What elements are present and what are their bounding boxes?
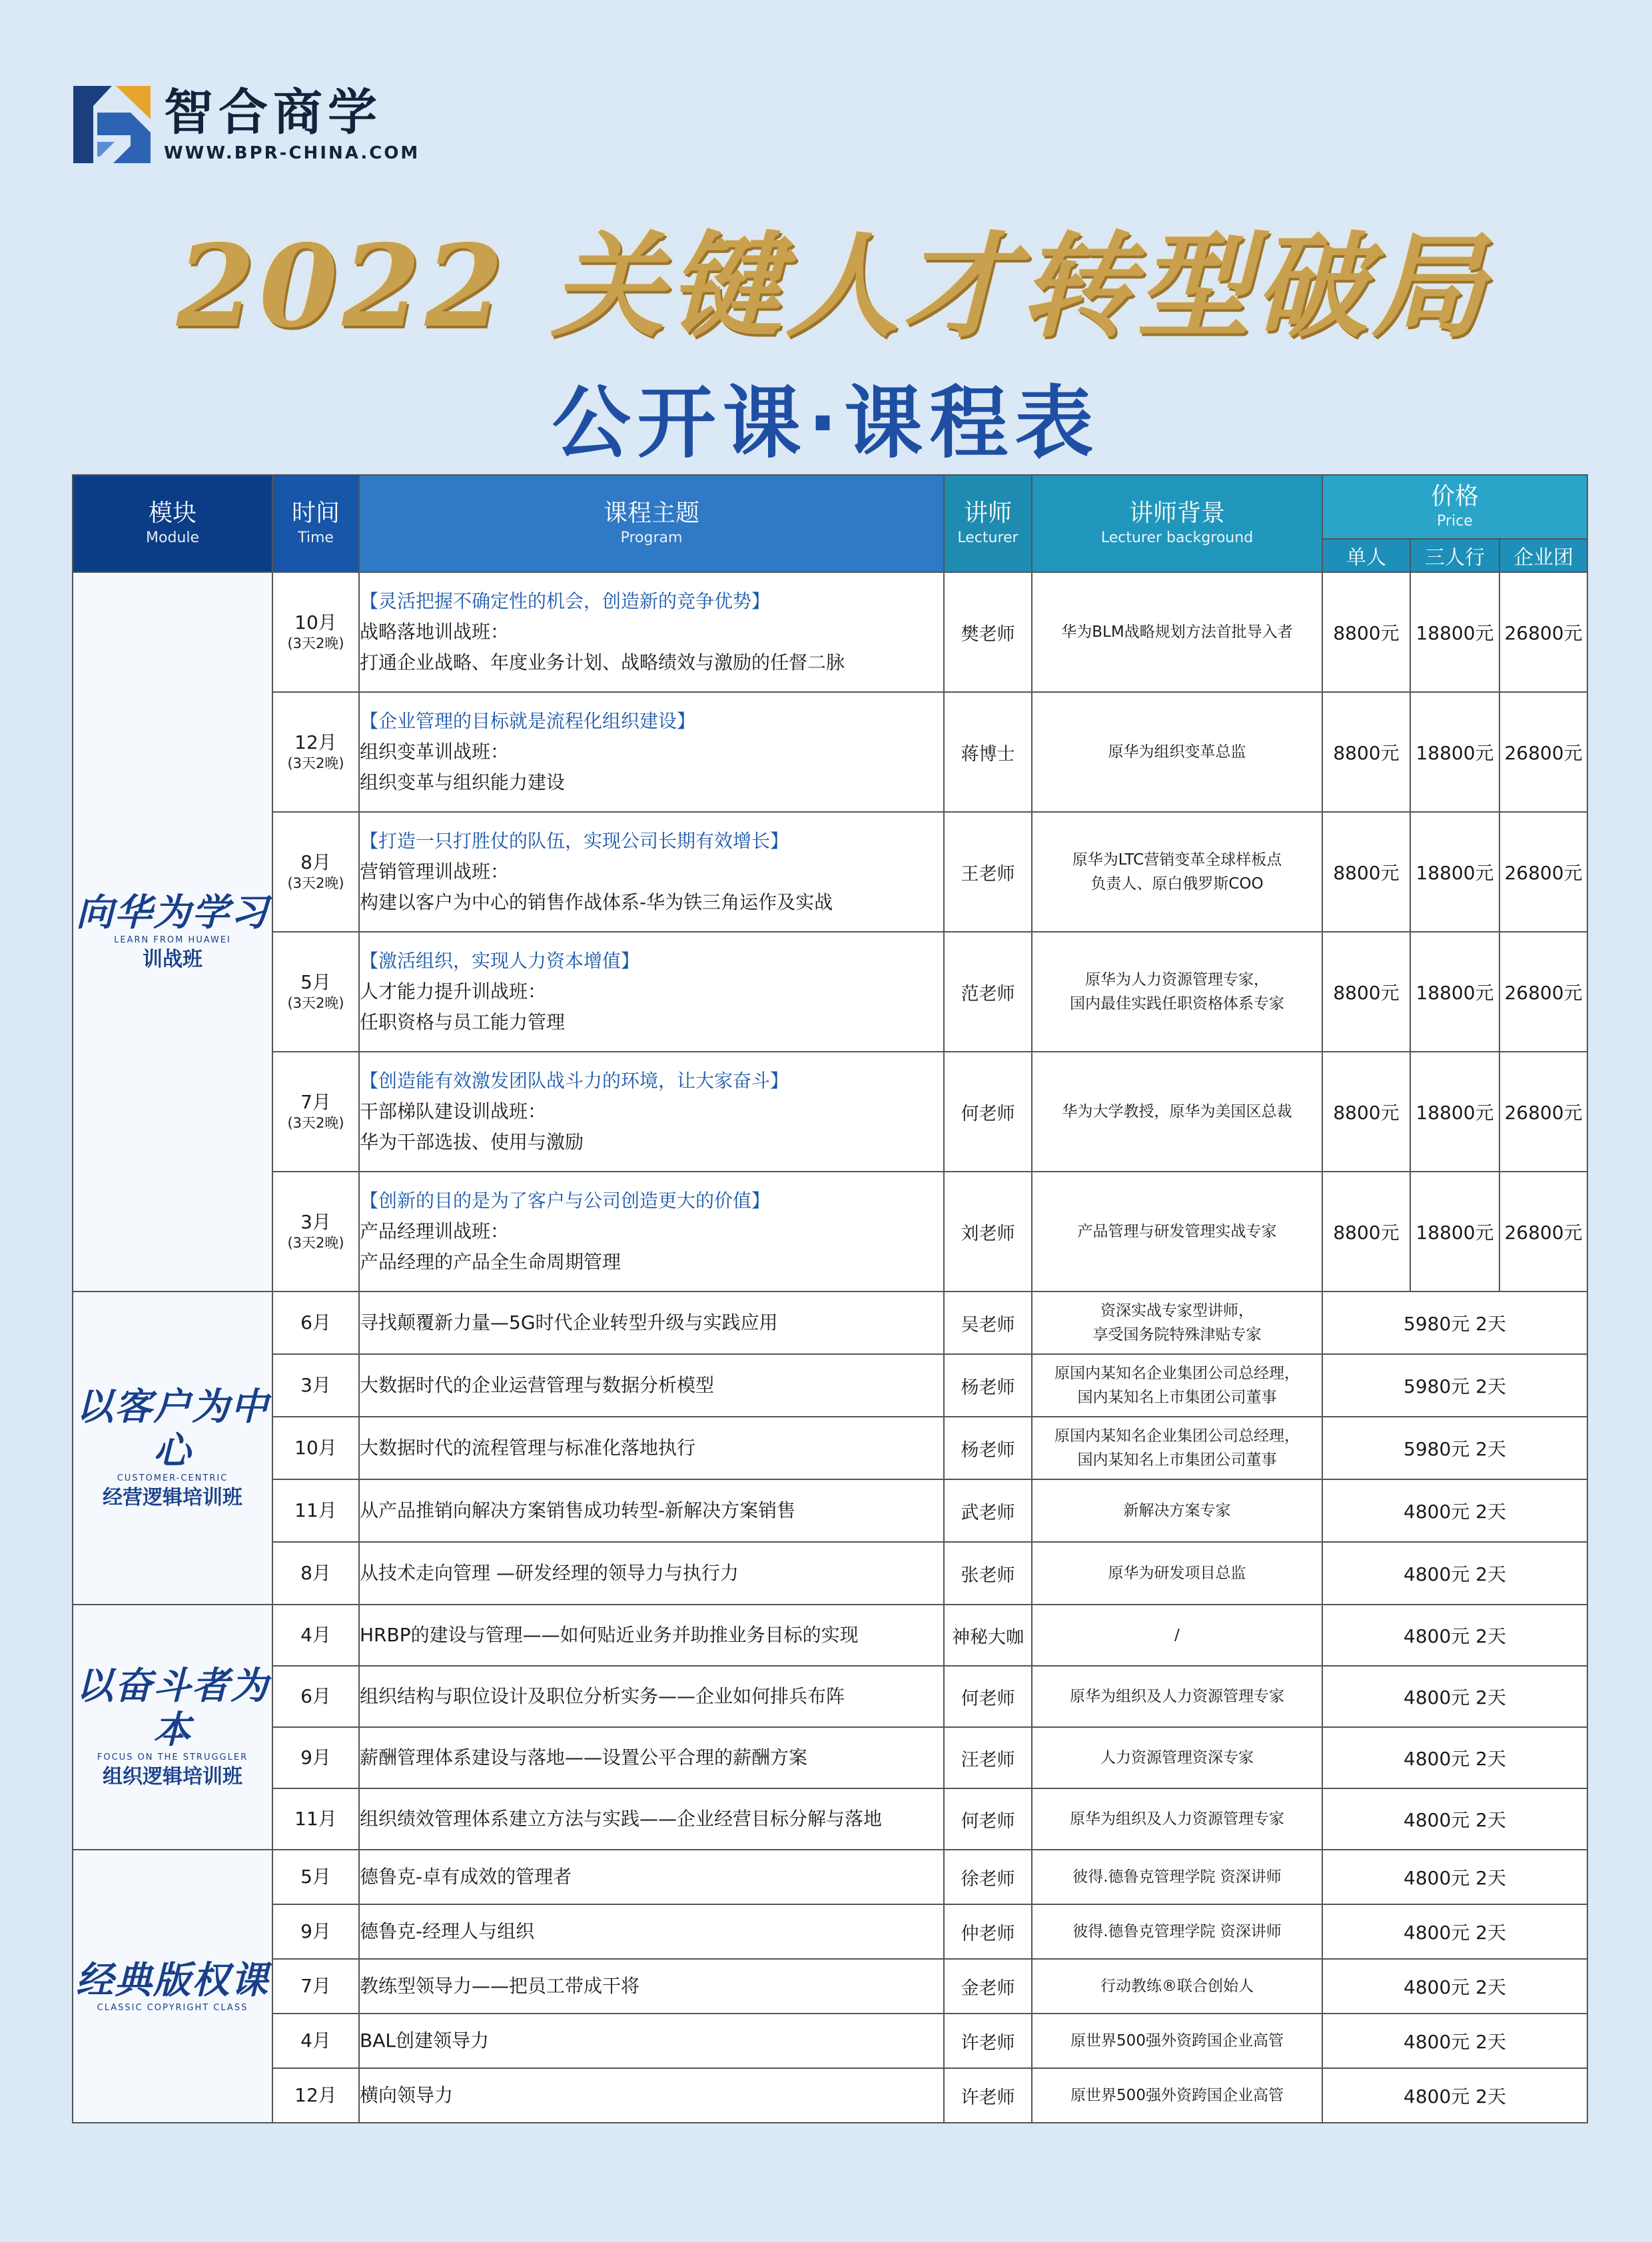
lecturer-cell: 樊老师 xyxy=(944,572,1032,692)
program-cell: 大数据时代的企业运营管理与数据分析模型 xyxy=(359,1354,944,1417)
time-cell: 7月 (3天2晚) xyxy=(272,1052,359,1172)
price-cell: 4800元 2天 xyxy=(1322,1788,1587,1850)
table-row xyxy=(73,1354,1587,1417)
price-three: 18800元 xyxy=(1410,1172,1499,1292)
price-three: 18800元 xyxy=(1410,1052,1499,1172)
price-cell: 4800元 2天 xyxy=(1322,1605,1587,1666)
time-cell: 8月 (3天2晚) xyxy=(272,812,359,932)
background-cell: 新解决方案专家 xyxy=(1032,1479,1322,1542)
time-cell: 9月 xyxy=(272,1727,359,1788)
table-row xyxy=(73,572,1587,692)
time-cell: 11月 xyxy=(272,1788,359,1850)
lecturer-cell: 张老师 xyxy=(944,1542,1032,1605)
module-struggler-cn: 组织逻辑培训班 xyxy=(103,1765,242,1788)
lecturer-cell: 许老师 xyxy=(944,2068,1032,2123)
program-cell: HRBP的建设与管理——如何贴近业务并助推业务目标的实现 xyxy=(359,1605,944,1666)
program-cell: 德鲁克-卓有成效的管理者 xyxy=(359,1850,944,1904)
table-row xyxy=(73,1904,1587,1959)
program-cell: 从产品推销向解决方案销售成功转型-新解决方案销售 xyxy=(359,1479,944,1542)
module-classic-en: CLASSIC COPYRIGHT CLASS xyxy=(97,2003,248,2013)
table-row xyxy=(73,1542,1587,1605)
program-cell: 薪酬管理体系建设与落地——设置公平合理的薪酬方案 xyxy=(359,1727,944,1788)
header-lecturer-background: 讲师背景 Lecturer background xyxy=(1032,475,1322,572)
background-cell: 原华为LTC营销变革全球样板点 负责人、原白俄罗斯COO xyxy=(1032,812,1322,932)
program-cell: 【创新的目的是为了客户与公司创造更大的价值】 产品经理训战班： 产品经理的产品全生命周期管理 xyxy=(359,1172,944,1292)
lecturer-cell: 汪老师 xyxy=(944,1727,1032,1788)
program-cell: 德鲁克-经理人与组织 xyxy=(359,1904,944,1959)
program-cell: 组织绩效管理体系建立方法与实践——企业经营目标分解与落地 xyxy=(359,1788,944,1850)
module-huawei xyxy=(73,572,272,1292)
banner-title xyxy=(176,200,1489,353)
table-row xyxy=(73,1292,1587,1354)
price-cell: 4800元 2天 xyxy=(1322,1904,1587,1959)
price-cell: 4800元 2天 xyxy=(1322,2068,1587,2123)
program-cell: 组织结构与职位设计及职位分析实务——企业如何排兵布阵 xyxy=(359,1666,944,1727)
lecturer-cell: 王老师 xyxy=(944,812,1032,932)
time-cell: 12月 xyxy=(272,2068,359,2123)
module-huawei-cn: 训战班 xyxy=(143,948,203,971)
lecturer-cell: 神秘大咖 xyxy=(944,1605,1032,1666)
price-cell: 5980元 2天 xyxy=(1322,1292,1587,1354)
lecturer-cell: 刘老师 xyxy=(944,1172,1032,1292)
program-cell: 【打造一只打胜仗的队伍，实现公司长期有效增长】 营销管理训战班： 构建以客户为中心的销售作战体系-华为铁三角运作及实战 xyxy=(359,812,944,932)
brand-logo xyxy=(73,85,420,164)
background-cell: 原华为人力资源管理专家， 国内最佳实践任职资格体系专家 xyxy=(1032,932,1322,1052)
price-single: 8800元 xyxy=(1322,1172,1410,1292)
lecturer-cell: 何老师 xyxy=(944,1052,1032,1172)
module-struggler-en: FOCUS ON THE STRUGGLER xyxy=(97,1752,248,1762)
price-single: 8800元 xyxy=(1322,812,1410,932)
header-price-single: 单人 xyxy=(1322,539,1410,572)
module-classic xyxy=(73,1850,272,2123)
lecturer-cell: 杨老师 xyxy=(944,1417,1032,1479)
background-cell: 原华为研发项目总监 xyxy=(1032,1542,1322,1605)
lecturer-cell: 许老师 xyxy=(944,2014,1032,2068)
header-price-three: 三人行 xyxy=(1410,539,1499,572)
price-single: 8800元 xyxy=(1322,572,1410,692)
lecturer-cell: 金老师 xyxy=(944,1959,1032,2014)
header-lecturer: 讲师 Lecturer xyxy=(944,475,1032,572)
table-row xyxy=(73,692,1587,812)
header-price-group: 企业团 xyxy=(1499,539,1587,572)
program-cell: 从技术走向管理 —研发经理的领导力与执行力 xyxy=(359,1542,944,1605)
background-cell: 华为BLM战略规划方法首批导入者 xyxy=(1032,572,1322,692)
price-cell: 4800元 2天 xyxy=(1322,1727,1587,1788)
table-row xyxy=(73,1605,1587,1666)
background-cell: 原国内某知名企业集团公司总经理， 国内某知名上市集团公司董事 xyxy=(1032,1354,1322,1417)
time-cell: 8月 xyxy=(272,1542,359,1605)
lecturer-cell: 何老师 xyxy=(944,1666,1032,1727)
price-cell: 4800元 2天 xyxy=(1322,2014,1587,2068)
table-row xyxy=(73,2014,1587,2068)
program-cell: BAL创建领导力 xyxy=(359,2014,944,2068)
header-price: 价格 Price xyxy=(1322,475,1587,539)
table-row xyxy=(73,1727,1587,1788)
banner-title-text: 2022 关键人才转型破局 xyxy=(176,219,1489,353)
price-cell: 4800元 2天 xyxy=(1322,1959,1587,2014)
lecturer-cell: 杨老师 xyxy=(944,1354,1032,1417)
program-cell: 【企业管理的目标就是流程化组织建设】 组织变革训战班： 组织变革与组织能力建设 xyxy=(359,692,944,812)
table-row xyxy=(73,1959,1587,2014)
lecturer-cell: 范老师 xyxy=(944,932,1032,1052)
background-cell: 原华为组织及人力资源管理专家 xyxy=(1032,1666,1322,1727)
table-row xyxy=(73,932,1587,1052)
module-customer-en: CUSTOMER-CENTRIC xyxy=(117,1473,228,1483)
program-cell: 【激活组织，实现人力资本增值】 人才能力提升训战班： 任职资格与员工能力管理 xyxy=(359,932,944,1052)
background-cell: 华为大学教授，原华为美国区总裁 xyxy=(1032,1052,1322,1172)
module-customer-cn: 经营逻辑培训班 xyxy=(103,1486,242,1509)
module-huawei-calligraphy: 向华为学习 xyxy=(76,891,269,934)
price-single: 8800元 xyxy=(1322,1052,1410,1172)
lecturer-cell: 蒋博士 xyxy=(944,692,1032,812)
module-customer-calligraphy: 以客户为中心 xyxy=(76,1385,269,1473)
price-single: 8800元 xyxy=(1322,932,1410,1052)
price-group: 26800元 xyxy=(1499,932,1587,1052)
background-cell: 人力资源管理资深专家 xyxy=(1032,1727,1322,1788)
table-row xyxy=(73,1479,1587,1542)
lecturer-cell: 仲老师 xyxy=(944,1904,1032,1959)
table-row xyxy=(73,812,1587,932)
program-cell: 【创造能有效激发团队战斗力的环境，让大家奋斗】 干部梯队建设训战班： 华为干部选拔、使用与激励 xyxy=(359,1052,944,1172)
time-cell: 11月 xyxy=(272,1479,359,1542)
module-struggler-calligraphy: 以奋斗者为本 xyxy=(76,1664,269,1752)
logo-mark-icon xyxy=(73,86,151,163)
price-three: 18800元 xyxy=(1410,572,1499,692)
brand-name: 智合商学 xyxy=(164,84,382,141)
time-cell: 6月 xyxy=(272,1292,359,1354)
background-cell: 原华为组织及人力资源管理专家 xyxy=(1032,1788,1322,1850)
program-cell: 横向领导力 xyxy=(359,2068,944,2123)
background-cell: / xyxy=(1032,1605,1322,1666)
time-cell: 4月 xyxy=(272,1605,359,1666)
table-row xyxy=(73,1788,1587,1850)
lecturer-cell: 武老师 xyxy=(944,1479,1032,1542)
background-cell: 原世界500强外资跨国企业高管 xyxy=(1032,2014,1322,2068)
table-row xyxy=(73,2068,1587,2123)
header-module: 模块 Module xyxy=(73,475,272,572)
lecturer-cell: 徐老师 xyxy=(944,1850,1032,1904)
price-cell: 5980元 2天 xyxy=(1322,1354,1587,1417)
price-single: 8800元 xyxy=(1322,692,1410,812)
background-cell: 彼得.德鲁克管理学院 资深讲师 xyxy=(1032,1850,1322,1904)
background-cell: 彼得.德鲁克管理学院 资深讲师 xyxy=(1032,1904,1322,1959)
price-group: 26800元 xyxy=(1499,812,1587,932)
time-cell: 10月 xyxy=(272,1417,359,1479)
program-cell: 大数据时代的流程管理与标准化落地执行 xyxy=(359,1417,944,1479)
price-cell: 4800元 2天 xyxy=(1322,1666,1587,1727)
time-cell: 5月 xyxy=(272,1850,359,1904)
background-cell: 资深实战专家型讲师， 享受国务院特殊津贴专家 xyxy=(1032,1292,1322,1354)
module-struggler xyxy=(73,1605,272,1850)
price-group: 26800元 xyxy=(1499,1052,1587,1172)
background-cell: 行动教练®联合创始人 xyxy=(1032,1959,1322,2014)
time-cell: 4月 xyxy=(272,2014,359,2068)
price-cell: 5980元 2天 xyxy=(1322,1417,1587,1479)
header-program: 课程主题 Program xyxy=(359,475,944,572)
price-group: 26800元 xyxy=(1499,692,1587,812)
price-cell: 4800元 2天 xyxy=(1322,1479,1587,1542)
background-cell: 原国内某知名企业集团公司总经理， 国内某知名上市集团公司董事 xyxy=(1032,1417,1322,1479)
time-cell: 5月 (3天2晚) xyxy=(272,932,359,1052)
module-customer xyxy=(73,1292,272,1605)
time-cell: 6月 xyxy=(272,1666,359,1727)
page-subtitle: 公开课·课程表 xyxy=(552,377,1100,469)
price-three: 18800元 xyxy=(1410,692,1499,812)
price-three: 18800元 xyxy=(1410,812,1499,932)
background-cell: 原世界500强外资跨国企业高管 xyxy=(1032,2068,1322,2123)
program-cell: 教练型领导力——把员工带成干将 xyxy=(359,1959,944,2014)
time-cell: 12月 (3天2晚) xyxy=(272,692,359,812)
price-cell: 4800元 2天 xyxy=(1322,1850,1587,1904)
brand-url: WWW.BPR-CHINA.COM xyxy=(164,143,420,163)
price-group: 26800元 xyxy=(1499,1172,1587,1292)
background-cell: 产品管理与研发管理实战专家 xyxy=(1032,1172,1322,1292)
time-cell: 7月 xyxy=(272,1959,359,2014)
price-cell: 4800元 2天 xyxy=(1322,1542,1587,1605)
course-schedule-table xyxy=(72,474,1588,2123)
background-cell: 原华为组织变革总监 xyxy=(1032,692,1322,812)
lecturer-cell: 吴老师 xyxy=(944,1292,1032,1354)
program-cell: 寻找颠覆新力量—5G时代企业转型升级与实践应用 xyxy=(359,1292,944,1354)
table-row xyxy=(73,1052,1587,1172)
header-time: 时间 Time xyxy=(272,475,359,572)
price-three: 18800元 xyxy=(1410,932,1499,1052)
module-huawei-en: LEARN FROM HUAWEI xyxy=(114,935,231,945)
module-classic-calligraphy: 经典版权课 xyxy=(76,1958,269,2002)
time-cell: 10月 (3天2晚) xyxy=(272,572,359,692)
price-group: 26800元 xyxy=(1499,572,1587,692)
program-cell: 【灵活把握不确定性的机会，创造新的竞争优势】 战略落地训战班： 打通企业战略、年度业务计划、战略绩效与激励的任督二脉 xyxy=(359,572,944,692)
table-row xyxy=(73,1850,1587,1904)
time-cell: 3月 xyxy=(272,1354,359,1417)
time-cell: 3月 (3天2晚) xyxy=(272,1172,359,1292)
table-row xyxy=(73,1417,1587,1479)
lecturer-cell: 何老师 xyxy=(944,1788,1032,1850)
table-row xyxy=(73,1172,1587,1292)
time-cell: 9月 xyxy=(272,1904,359,1959)
table-row xyxy=(73,1666,1587,1727)
